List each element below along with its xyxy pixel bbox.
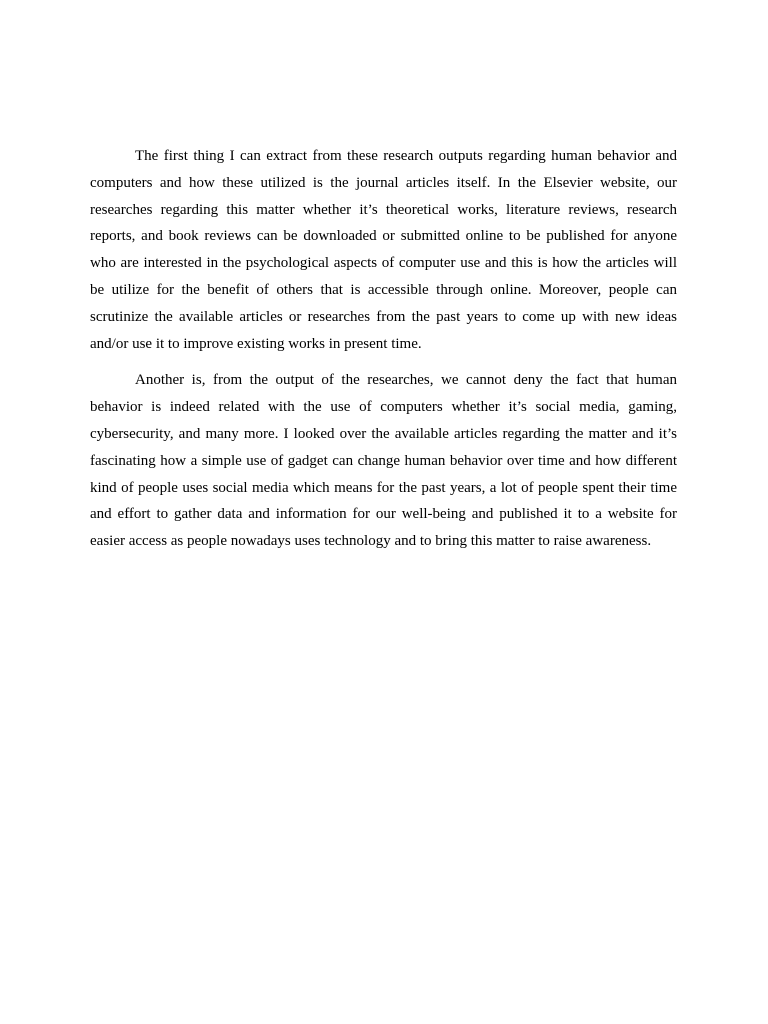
paragraph-1: The first thing I can extract from these research outputs regarding human behavior and computers and how these utilized is the journal articles itself. In the Elsevier website, our researches regarding this matter whether it’s theoretical works, literature reviews, research reports, and book reviews can be downloaded or submitted online to be published for anyone who are interested in the psychological aspects of computer use and this is how the articles will be utilize for the benefit of others that is accessible through online. Moreover, people can scrutinize the available articles or researches from the past years to come up with new ideas and/or use it to improve existing works in present time. <box>90 148 677 352</box>
document-body <box>90 143 677 565</box>
paragraph-2: Another is, from the output of the researches, we cannot deny the fact that human behavior is indeed related with the use of computers whether it’s social media, gaming, cybersecurity, and many more. I looked over the available articles regarding the matter and it’s fascinating how a simple use of gadget can change human behavior over time and how different kind of people uses social media which means for the past years, a lot of people spent their time and effort to gather data and information for our well-being and published it to a website for easier access as people nowadays uses technology and to bring this matter to raise awareness. <box>90 372 677 550</box>
